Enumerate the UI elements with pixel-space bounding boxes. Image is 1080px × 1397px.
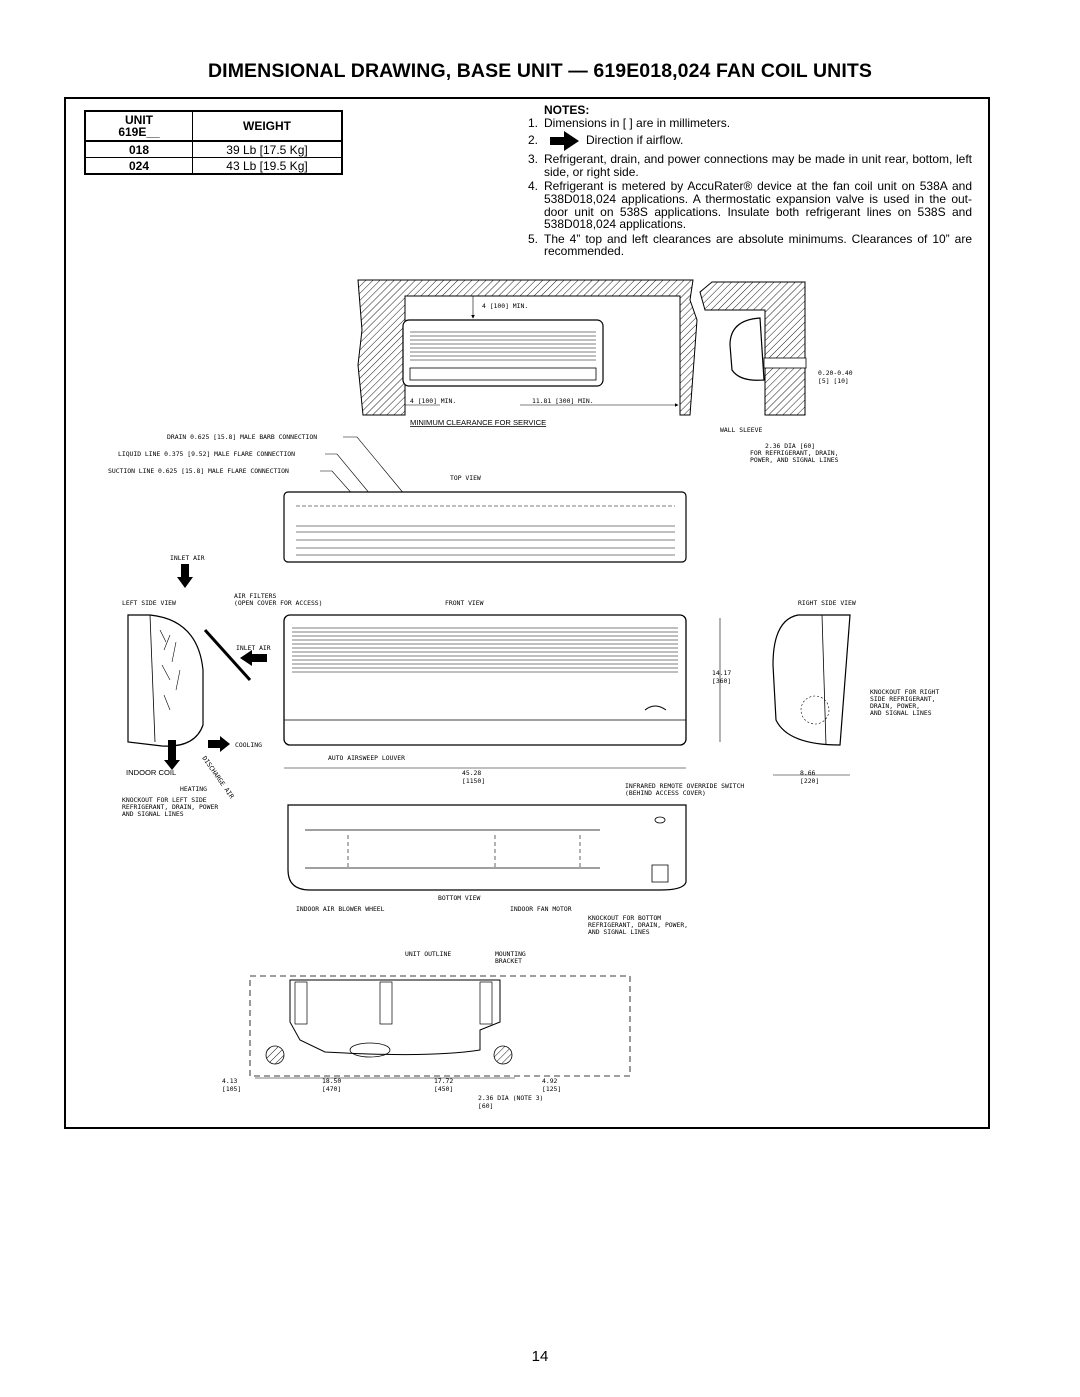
note-text: Dimensions in [ ] are in millimeters. — [544, 115, 731, 130]
dim-a-mm: [105] — [222, 1085, 242, 1093]
discharge-air-label: DISCHARGE AIR — [200, 754, 236, 801]
indoor-coil-label: INDOOR COIL — [126, 768, 177, 777]
min-clearance-caption: MINIMUM CLEARANCE FOR SERVICE — [410, 418, 547, 427]
hole-for-line2: POWER, AND SIGNAL LINES — [750, 456, 839, 464]
wall-side-view — [700, 282, 806, 415]
note-number: 2. — [528, 133, 539, 148]
depth-mm-label: [220] — [800, 777, 820, 785]
header-unit-line2: 619E__ — [118, 125, 160, 139]
note-text: Refrigerant, drain, and power connections may be made in unit rear, bottom, left side, or right side. — [544, 152, 972, 179]
header-weight: WEIGHT — [193, 111, 343, 141]
weight-table — [84, 110, 343, 175]
dimensional-drawing — [100, 270, 980, 1120]
table-row — [85, 158, 342, 175]
liquid-line-label: LIQUID LINE 0.375 [9.52] MALE FLARE CONNECTION — [118, 450, 295, 458]
heating-label: HEATING — [180, 785, 207, 793]
left-side-view — [128, 615, 250, 746]
auto-louver-label: AUTO AIRSWEEP LOUVER — [328, 754, 405, 762]
top-view — [284, 492, 686, 562]
top-view-label: TOP VIEW — [450, 474, 481, 482]
note-number: 5. — [528, 231, 539, 246]
inlet-air-label: INLET AIR — [170, 554, 205, 562]
fan-motor-label: INDOOR FAN MOTOR — [510, 905, 572, 913]
right-side-view — [773, 615, 850, 745]
bottom-view-label: BOTTOM VIEW — [438, 894, 481, 902]
mounting-bracket — [250, 976, 630, 1078]
bracket-hole-label: 2.36 DIA (NOTE 3) — [478, 1094, 544, 1102]
clear-top-label: 4 [100] MIN. — [482, 302, 529, 310]
note-number: 1. — [528, 115, 539, 130]
bracket-label: BRACKET — [495, 957, 522, 965]
knockout-bottom-line2: REFRIGERANT, DRAIN, POWER, — [588, 921, 689, 929]
weight-cell: 39 Lb [17.5 Kg] — [193, 141, 343, 158]
note-text: The 4” top and left clearances are absolute minimums. Clearances of 10” are recommended. — [544, 231, 972, 259]
dim-a-in: 4.13 — [222, 1077, 238, 1085]
page-number: 14 — [531, 1348, 549, 1365]
knockout-bottom-line3: AND SIGNAL LINES — [588, 928, 650, 936]
dim-d-mm: [125] — [542, 1085, 562, 1093]
hole-dia-label: 2.36 DIA [60] — [765, 442, 816, 450]
note-item — [528, 180, 972, 230]
wall-sleeve-label: WALL SLEEVE — [720, 426, 763, 434]
header-unit — [85, 111, 193, 141]
cooling-label: COOLING — [235, 741, 262, 749]
knockout-right-line3: DRAIN, POWER, — [870, 702, 921, 710]
header-unit-line1: UNIT — [125, 113, 153, 127]
note-item — [528, 153, 972, 178]
dim-d-in: 4.92 — [542, 1077, 558, 1085]
unit-cell: 024 — [85, 158, 193, 175]
height-in-label: 14.17 — [712, 669, 732, 677]
table-header-row — [85, 111, 342, 141]
note-text: Refrigerant is metered by AccuRater® device at the fan coil unit on 538A and 538D018,024 applications. A thermostatic expansion valve is used in the out-door unit on 538S applications. Insulate both refrigerant lines on 538S and 538D018,024 applications. — [544, 179, 972, 232]
ir-switch-line1: INFRARED REMOTE OVERRIDE SWITCH — [625, 782, 745, 790]
dim-c-in: 17.72 — [434, 1077, 454, 1085]
inlet-air-side-arrow-icon — [240, 650, 267, 666]
unit-cell: 018 — [85, 141, 193, 158]
airflow-arrow-icon — [548, 130, 582, 152]
knockout-right-line1: KNOCKOUT FOR RIGHT — [870, 688, 940, 696]
left-side-view-label: LEFT SIDE VIEW — [122, 599, 176, 607]
knockout-left-line3: AND SIGNAL LINES — [122, 810, 184, 818]
note-item — [528, 233, 972, 258]
mounting-label: MOUNTING — [495, 950, 526, 958]
notes — [528, 104, 972, 258]
notes-heading: NOTES: — [544, 103, 590, 117]
knockout-right-line2: SIDE REFRIGERANT, — [870, 695, 936, 703]
weight-cell: 43 Lb [19.5 Kg] — [226, 158, 308, 173]
air-filters-label: AIR FILTERS — [234, 592, 277, 600]
bottom-view — [288, 805, 686, 890]
bracket-hole-mm: [60] — [478, 1102, 494, 1110]
wall-gap-in: 0.20-0.40 — [818, 369, 853, 377]
air-filters-note: (OPEN COVER FOR ACCESS) — [234, 599, 323, 607]
dim-b-mm: [470] — [322, 1085, 342, 1093]
unit-outline-label: UNIT OUTLINE — [405, 950, 452, 958]
knockout-right-line4: AND SIGNAL LINES — [870, 709, 932, 717]
wall-front-view — [358, 280, 697, 415]
ir-switch-line2: (BEHIND ACCESS COVER) — [625, 789, 706, 797]
hole-for-line1: FOR REFRIGERANT, DRAIN, — [750, 449, 839, 457]
note-item — [528, 129, 972, 151]
knockout-left-line1: KNOCKOUT FOR LEFT SIDE — [122, 796, 207, 804]
inlet-air-arrow-icon — [177, 564, 193, 588]
note-number: 3. — [528, 152, 539, 167]
front-view-label: FRONT VIEW — [445, 599, 484, 607]
page-title: DIMENSIONAL DRAWING, BASE UNIT — 619E018,024 FAN COIL UNITS — [208, 60, 872, 82]
blower-wheel-label: INDOOR AIR BLOWER WHEEL — [296, 905, 385, 913]
dim-c-mm: [450] — [434, 1085, 454, 1093]
dim-b-in: 18.50 — [322, 1077, 342, 1085]
note-item — [528, 117, 972, 130]
drain-line-label: DRAIN 0.625 [15.8] MALE BARB CONNECTION — [167, 433, 318, 441]
note-number: 4. — [528, 179, 539, 194]
knockout-left-line2: REFRIGERANT, DRAIN, POWER — [122, 803, 219, 811]
depth-in-label: 8.66 — [800, 769, 816, 777]
clear-right-label: 11.81 [300] MIN. — [532, 397, 594, 405]
wall-gap-mm: [5] [10] — [818, 377, 849, 385]
right-side-view-label: RIGHT SIDE VIEW — [798, 599, 856, 607]
table-row — [85, 141, 342, 158]
suction-line-label: SUCTION LINE 0.625 [15.8] MALE FLARE CONNECTION — [108, 467, 289, 475]
note-text: Direction if airflow. — [586, 133, 684, 148]
cooling-arrow-icon — [208, 736, 230, 752]
front-view — [284, 615, 720, 745]
width-in-label: 45.28 — [462, 769, 482, 777]
knockout-bottom-line1: KNOCKOUT FOR BOTTOM — [588, 914, 662, 922]
width-mm-label: [1150] — [462, 777, 486, 785]
inlet-air-side-label: INLET AIR — [236, 644, 271, 652]
clear-left-label: 4 [100] MIN. — [410, 397, 457, 405]
height-mm-label: [360] — [712, 677, 732, 685]
